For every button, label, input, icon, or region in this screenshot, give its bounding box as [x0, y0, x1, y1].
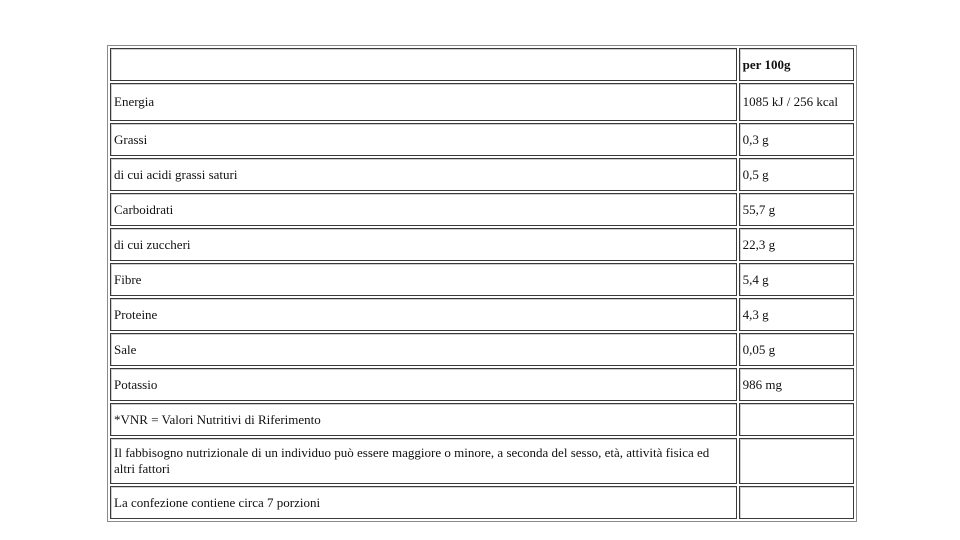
row-label: *VNR = Valori Nutritivi di Riferimento	[110, 403, 737, 436]
row-label: Grassi	[110, 123, 737, 156]
row-value: 1085 kJ / 256 kcal	[739, 83, 854, 121]
row-value: 0,5 g	[739, 158, 854, 191]
table-row-sale	[110, 333, 854, 366]
nutrition-table	[107, 45, 857, 522]
table-row-fabbisogno-note	[110, 438, 854, 484]
row-label: di cui acidi grassi saturi	[110, 158, 737, 191]
row-value: 4,3 g	[739, 298, 854, 331]
table-row-grassi	[110, 123, 854, 156]
table-row-zuccheri	[110, 228, 854, 261]
row-label: Proteine	[110, 298, 737, 331]
header-label-cell	[110, 48, 737, 81]
row-value: 5,4 g	[739, 263, 854, 296]
table-row-carboidrati	[110, 193, 854, 226]
table-row-potassio	[110, 368, 854, 401]
row-label: Il fabbisogno nutrizionale di un individuo può essere maggiore o minore, a seconda del sesso, età, attività fisica ed altri fattori	[110, 438, 737, 484]
table-header-row	[110, 48, 854, 81]
row-label: Energia	[110, 83, 737, 121]
table-row-grassi-saturi	[110, 158, 854, 191]
row-label: Carboidrati	[110, 193, 737, 226]
row-value: 55,7 g	[739, 193, 854, 226]
row-label: La confezione contiene circa 7 porzioni	[110, 486, 737, 519]
row-value: 986 mg	[739, 368, 854, 401]
row-value	[739, 486, 854, 519]
header-value-cell: per 100g	[739, 48, 854, 81]
row-value	[739, 438, 854, 484]
table-row-energia	[110, 83, 854, 121]
table-row-proteine	[110, 298, 854, 331]
row-label: Potassio	[110, 368, 737, 401]
row-value: 22,3 g	[739, 228, 854, 261]
row-value	[739, 403, 854, 436]
row-label: Sale	[110, 333, 737, 366]
row-value: 0,05 g	[739, 333, 854, 366]
row-label: di cui zuccheri	[110, 228, 737, 261]
table-row-fibre	[110, 263, 854, 296]
table-row-vnr-note	[110, 403, 854, 436]
row-label: Fibre	[110, 263, 737, 296]
row-value: 0,3 g	[739, 123, 854, 156]
table-row-porzioni-note	[110, 486, 854, 519]
